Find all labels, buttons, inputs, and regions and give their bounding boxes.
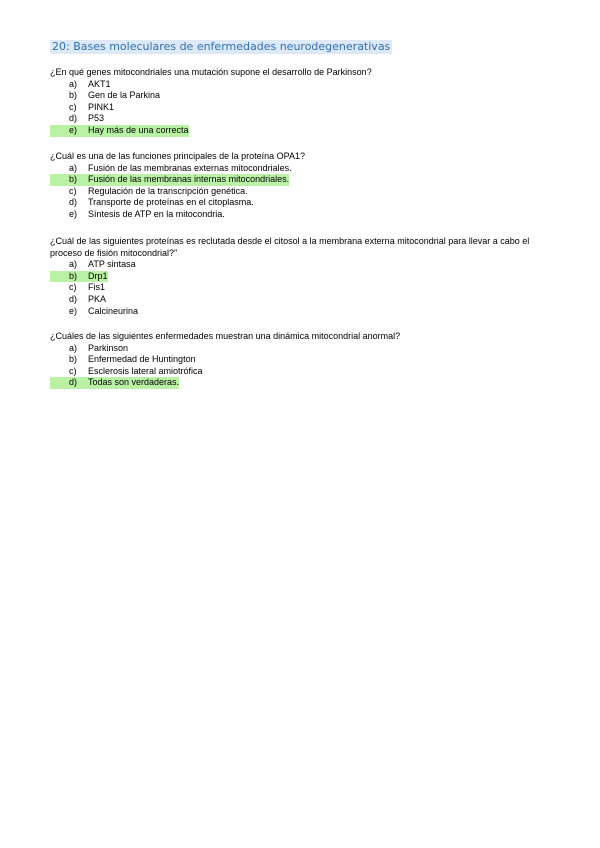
option-letter: b) <box>69 354 78 365</box>
options-list <box>50 259 550 317</box>
option-letter: a) <box>69 259 78 270</box>
option-letter: e) <box>69 208 78 219</box>
question-4 <box>50 331 550 389</box>
option-d <box>50 377 550 389</box>
question-2 <box>50 151 550 221</box>
question-stem: ¿Cuál de las siguientes proteínas es reclutada desde el citosol a la membrana externa mitocondrial para llevar a cabo el proceso de fisión mitocondrial?" <box>50 236 530 258</box>
option-d <box>50 294 550 306</box>
option-b <box>50 271 550 283</box>
option-c <box>50 366 550 378</box>
option-letter: c) <box>69 101 77 112</box>
option-b <box>50 174 550 186</box>
question-stem: ¿Cuáles de las siguientes enfermedades muestran una dinámica mitocondrial anormal? <box>50 331 401 341</box>
option-letter: b) <box>69 90 78 101</box>
option-d <box>50 113 550 125</box>
option-letter: b) <box>50 174 88 186</box>
question-stem: ¿Cuál es una de las funciones principales de la proteína OPA1? <box>50 151 305 161</box>
option-a <box>50 343 550 355</box>
option-letter: c) <box>69 365 77 376</box>
option-letter: e) <box>50 125 88 137</box>
option-letter: a) <box>69 342 78 353</box>
option-a <box>50 163 550 175</box>
option-letter: b) <box>50 271 88 283</box>
option-b <box>50 354 550 366</box>
option-text: Esclerosis lateral amiotrófica <box>88 365 203 376</box>
options-list <box>50 343 550 389</box>
option-d <box>50 197 550 209</box>
option-text: Gen de la Parkina <box>88 90 161 101</box>
option-letter: c) <box>69 185 77 196</box>
option-letter: d) <box>50 377 88 389</box>
section-title: 20: Bases moleculares de enfermedades neurodegenerativas <box>52 40 391 53</box>
option-c <box>50 186 550 198</box>
option-text-highlighted: Fusión de las membranas internas mitocondriales. <box>88 174 290 185</box>
option-letter: a) <box>69 78 78 89</box>
question-3 <box>50 236 550 317</box>
option-e <box>50 209 550 221</box>
option-text: Fis1 <box>88 282 106 293</box>
option-a <box>50 259 550 271</box>
option-letter: d) <box>69 293 78 304</box>
option-b <box>50 90 550 102</box>
option-text: Regulación de la transcripción genética. <box>88 185 248 196</box>
option-e <box>50 125 550 137</box>
option-c <box>50 102 550 114</box>
option-text: Calcineurina <box>88 305 139 316</box>
option-letter: d) <box>69 197 78 208</box>
option-text-highlighted: Todas son verdaderas. <box>88 377 180 388</box>
option-text: Fusión de las membranas externas mitocondriales. <box>88 162 292 173</box>
options-list <box>50 163 550 221</box>
option-text: PINK1 <box>88 101 115 112</box>
option-text: ATP sintasa <box>88 259 136 270</box>
option-letter: c) <box>69 282 77 293</box>
option-text: Transporte de proteínas en el citoplasma. <box>88 197 254 208</box>
option-c <box>50 282 550 294</box>
option-text-highlighted: Drp1 <box>88 270 108 281</box>
option-text-highlighted: Hay más de una correcta <box>88 124 189 135</box>
option-letter: a) <box>69 162 78 173</box>
option-e <box>50 306 550 318</box>
option-text: Enfermedad de Huntington <box>88 354 196 365</box>
option-text: Parkinson <box>88 342 129 353</box>
option-a <box>50 79 550 91</box>
option-text: AKT1 <box>88 78 111 89</box>
question-stem: ¿En qué genes mitocondriales una mutación supone el desarrollo de Parkinson? <box>50 67 372 77</box>
question-1 <box>50 67 550 137</box>
options-list <box>50 79 550 137</box>
option-letter: e) <box>69 305 78 316</box>
option-letter: d) <box>69 113 78 124</box>
option-text: Síntesis de ATP en la mitocondria. <box>88 208 225 219</box>
option-text: P53 <box>88 113 105 124</box>
option-text: PKA <box>88 293 107 304</box>
